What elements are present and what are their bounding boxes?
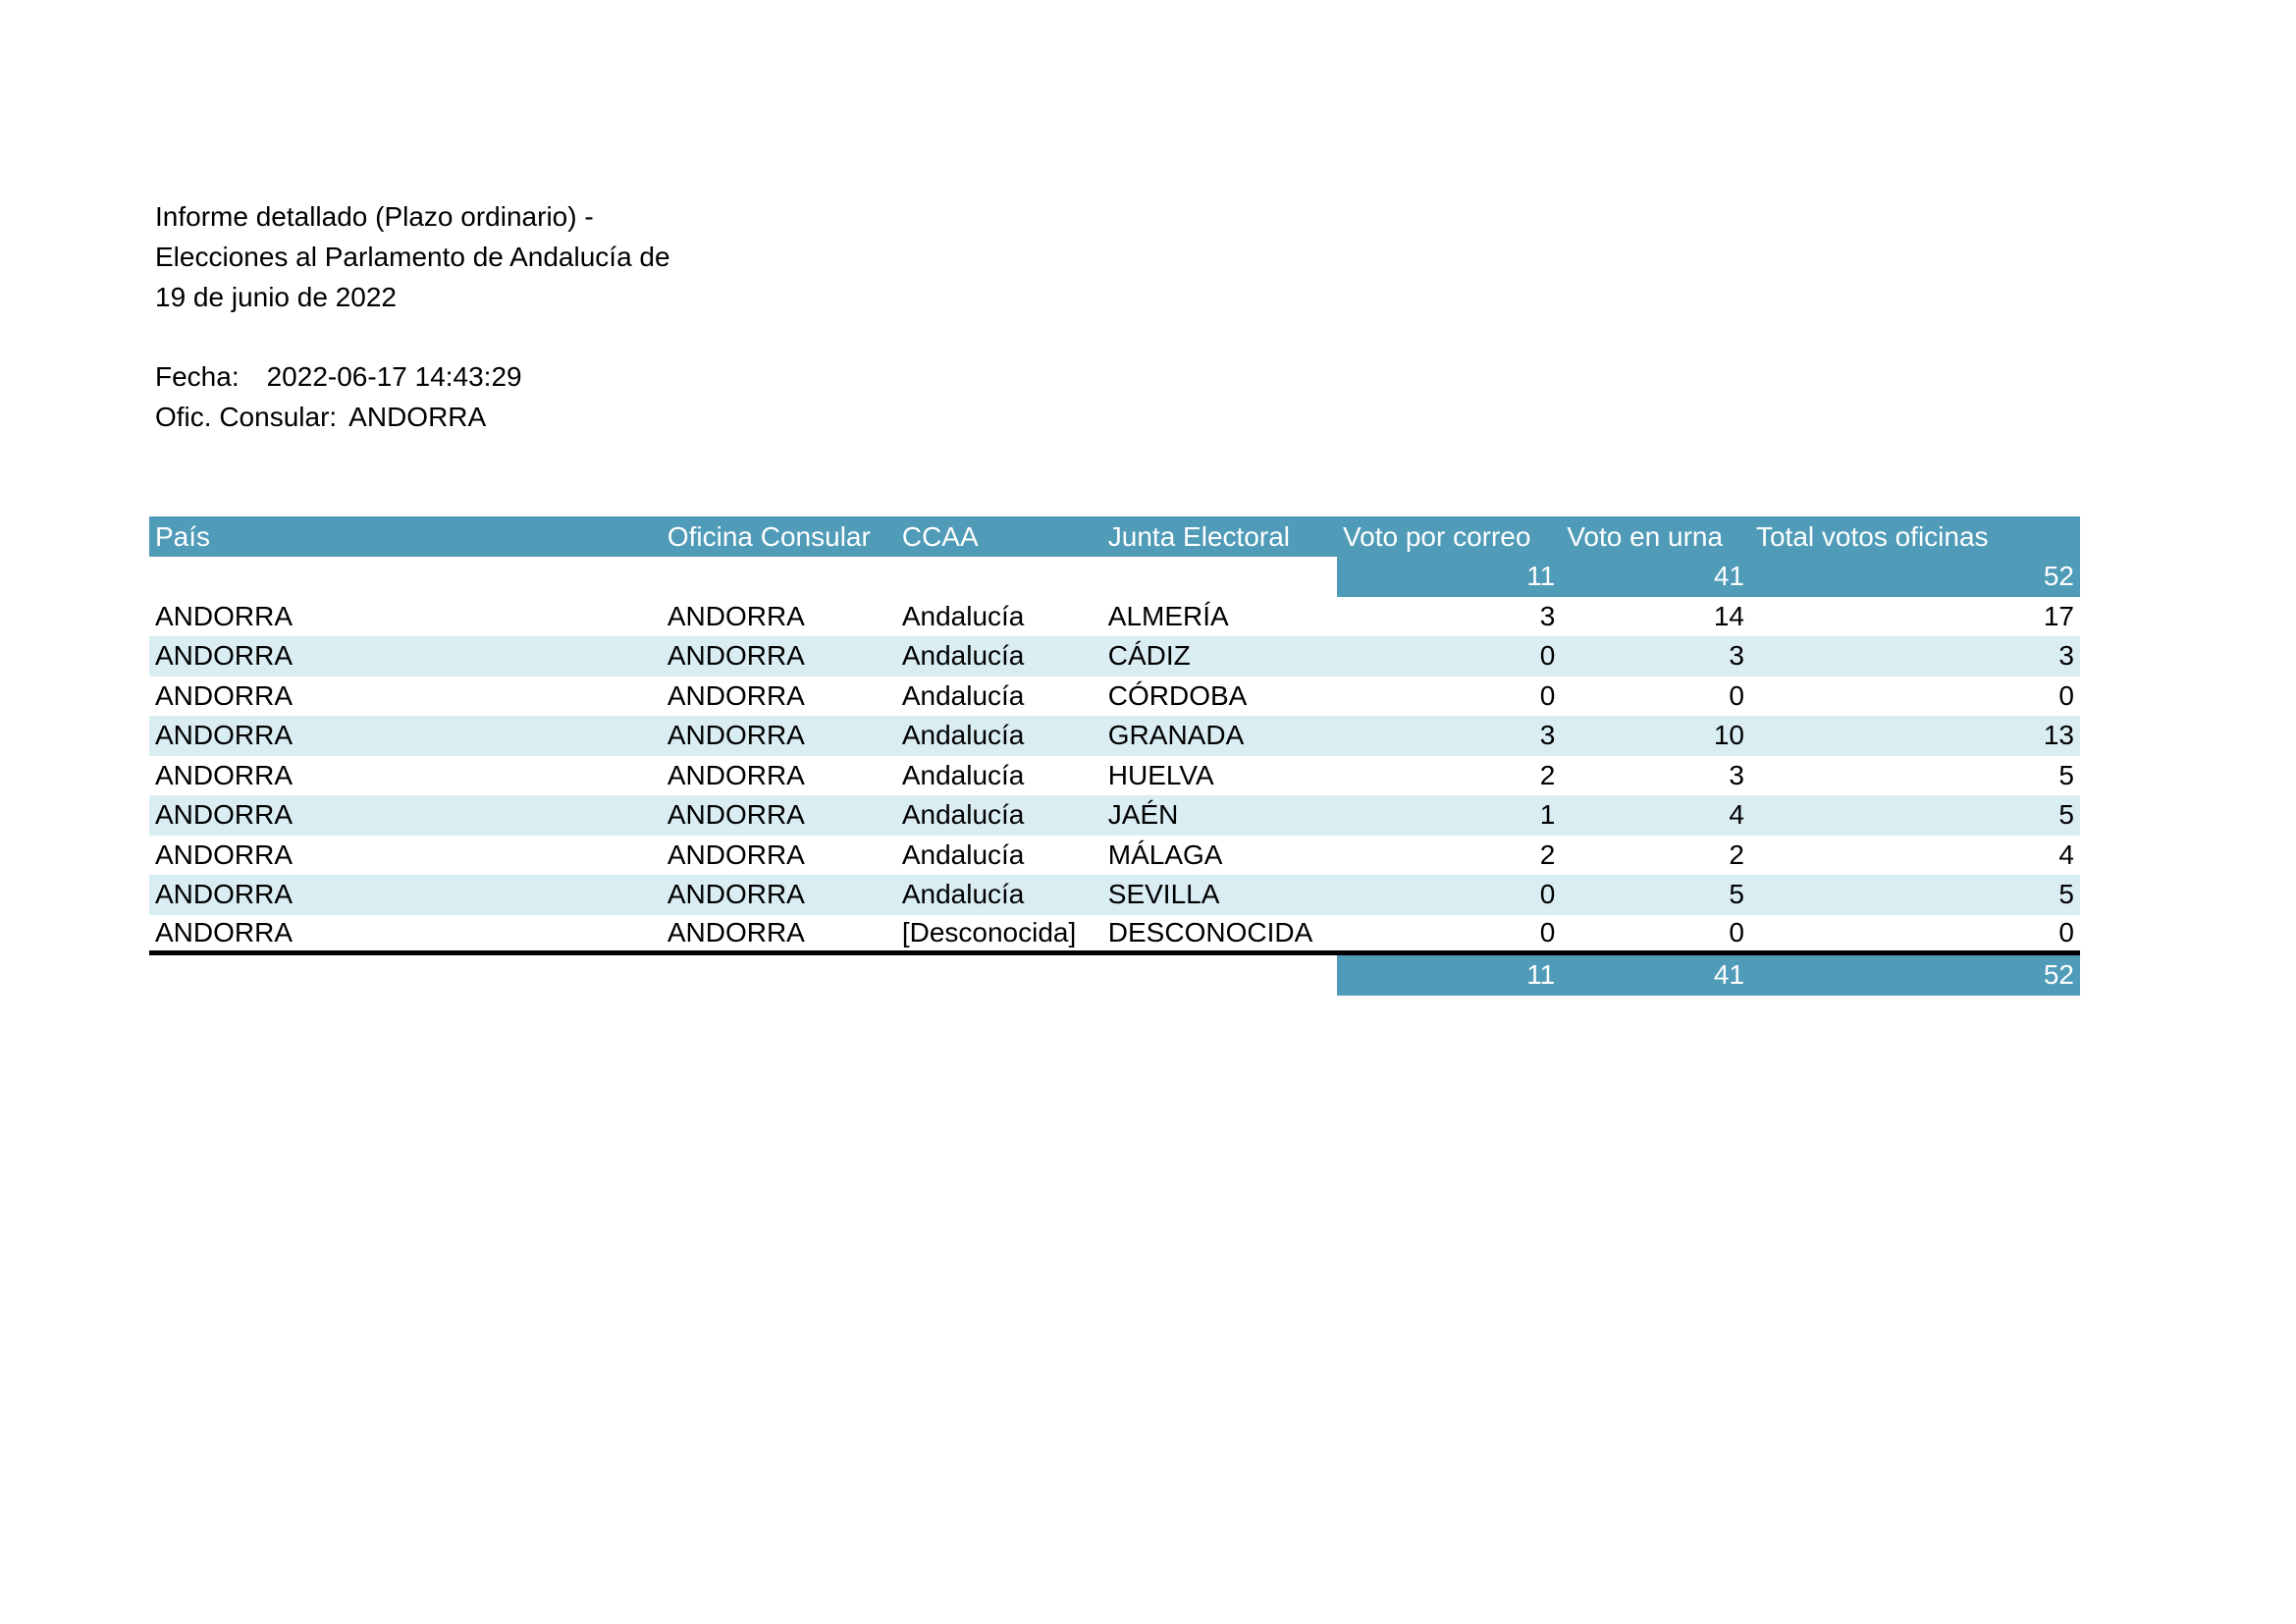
cell-oficina: ANDORRA <box>667 679 805 711</box>
ofic-label: Ofic. Consular: <box>155 402 338 432</box>
table-row <box>149 716 2080 756</box>
cell-urna: 4 <box>1561 795 1750 836</box>
cell-urna: 0 <box>1561 915 1750 953</box>
table-row <box>149 677 2080 717</box>
cell-pais: ANDORRA <box>149 716 662 756</box>
column-header-correo: Voto por correo <box>1337 516 1561 557</box>
cell-oficina: ANDORRA <box>662 716 896 756</box>
table-row <box>149 915 2080 953</box>
cell-pais: ANDORRA <box>155 759 294 790</box>
table-row <box>149 756 2080 796</box>
cell-correo: 0 <box>1337 915 1561 953</box>
cell-pais: ANDORRA <box>155 600 294 631</box>
bottom-total-correo: 11 <box>1337 952 1561 996</box>
cell-oficina: ANDORRA <box>662 636 896 677</box>
cell-junta: MÁLAGA <box>1107 839 1223 870</box>
cell-urna: 10 <box>1561 716 1750 756</box>
top-totals-row <box>149 557 2080 597</box>
cell-ccaa: Andalucía <box>896 716 1102 756</box>
report-title <box>155 196 670 317</box>
cell-junta: DESCONOCIDA <box>1102 915 1337 953</box>
cell-total: 17 <box>2043 600 2074 631</box>
cell-urna: 0 <box>1729 679 1744 711</box>
cell-total: 0 <box>2058 679 2074 711</box>
cell-pais: ANDORRA <box>149 915 662 953</box>
cell-oficina: ANDORRA <box>667 759 805 790</box>
cell-total: 13 <box>1750 716 2080 756</box>
cell-ccaa: Andalucía <box>896 875 1102 915</box>
cell-ccaa: Andalucía <box>901 839 1025 870</box>
report-title-line-3: 19 de junio de 2022 <box>155 282 397 312</box>
report-meta <box>155 356 522 437</box>
cell-correo: 0 <box>1539 679 1556 711</box>
table-header-row <box>149 516 2080 557</box>
cell-oficina: ANDORRA <box>662 875 896 915</box>
cell-oficina: ANDORRA <box>662 915 896 953</box>
cell-total: 5 <box>2058 759 2074 790</box>
column-header-total: Total votos oficinas <box>1750 516 2080 557</box>
column-header-urna: Voto en urna <box>1561 516 1750 557</box>
cell-junta: HUELVA <box>1107 759 1214 790</box>
cell-ccaa: Andalucía <box>896 636 1102 677</box>
cell-correo: 2 <box>1539 759 1556 790</box>
cell-total: 4 <box>2058 839 2074 870</box>
cell-ccaa: Andalucía <box>901 600 1025 631</box>
cell-urna: 14 <box>1713 600 1744 631</box>
cell-correo: 1 <box>1337 795 1561 836</box>
table-row <box>149 875 2080 915</box>
cell-pais: ANDORRA <box>149 875 662 915</box>
cell-pais: ANDORRA <box>149 636 662 677</box>
top-total-total: 52 <box>1750 557 2080 597</box>
cell-pais: ANDORRA <box>155 839 294 870</box>
column-header-pais: País <box>149 516 662 557</box>
cell-pais: ANDORRA <box>155 679 294 711</box>
top-total-urna: 41 <box>1561 557 1750 597</box>
ofic-line <box>155 397 522 437</box>
cell-ccaa: Andalucía <box>901 759 1025 790</box>
fecha-label: Fecha: <box>155 361 240 392</box>
column-header-junta: Junta Electoral <box>1102 516 1337 557</box>
cell-junta: SEVILLA <box>1102 875 1337 915</box>
cell-total: 5 <box>1750 795 2080 836</box>
top-total-correo: 11 <box>1337 557 1561 597</box>
table-row <box>149 795 2080 836</box>
bottom-totals-row <box>149 952 2080 996</box>
cell-pais: ANDORRA <box>149 795 662 836</box>
fecha-value: 2022-06-17 14:43:29 <box>266 361 522 392</box>
cell-total: 5 <box>1750 875 2080 915</box>
cell-urna: 2 <box>1729 839 1744 870</box>
cell-urna: 3 <box>1729 759 1744 790</box>
cell-correo: 0 <box>1337 875 1561 915</box>
table-row <box>149 836 2080 876</box>
cell-correo: 3 <box>1337 716 1561 756</box>
report-title-line-1: Informe detallado (Plazo ordinario) - <box>155 201 594 232</box>
cell-total: 3 <box>1750 636 2080 677</box>
votes-table <box>149 516 2080 996</box>
cell-total: 0 <box>1750 915 2080 953</box>
cell-oficina: ANDORRA <box>667 839 805 870</box>
column-header-ccaa: CCAA <box>896 516 1102 557</box>
table-row <box>149 597 2080 637</box>
fecha-line <box>155 356 522 397</box>
table-row <box>149 636 2080 677</box>
report-title-line-2: Elecciones al Parlamento de Andalucía de <box>155 242 670 272</box>
ofic-value: ANDORRA <box>348 402 487 432</box>
cell-oficina: ANDORRA <box>667 600 805 631</box>
cell-urna: 3 <box>1561 636 1750 677</box>
cell-junta: CÁDIZ <box>1102 636 1337 677</box>
cell-junta: ALMERÍA <box>1107 600 1229 631</box>
cell-correo: 2 <box>1539 839 1556 870</box>
cell-junta: CÓRDOBA <box>1107 679 1248 711</box>
bottom-total-total: 52 <box>1750 952 2080 996</box>
cell-ccaa: [Desconocida] <box>896 915 1102 953</box>
cell-correo: 0 <box>1337 636 1561 677</box>
column-header-oficina: Oficina Consular <box>662 516 896 557</box>
bottom-total-urna: 41 <box>1561 952 1750 996</box>
cell-junta: GRANADA <box>1102 716 1337 756</box>
cell-oficina: ANDORRA <box>662 795 896 836</box>
cell-urna: 5 <box>1561 875 1750 915</box>
cell-ccaa: Andalucía <box>901 679 1025 711</box>
cell-correo: 3 <box>1539 600 1556 631</box>
cell-ccaa: Andalucía <box>896 795 1102 836</box>
cell-junta: JAÉN <box>1102 795 1337 836</box>
